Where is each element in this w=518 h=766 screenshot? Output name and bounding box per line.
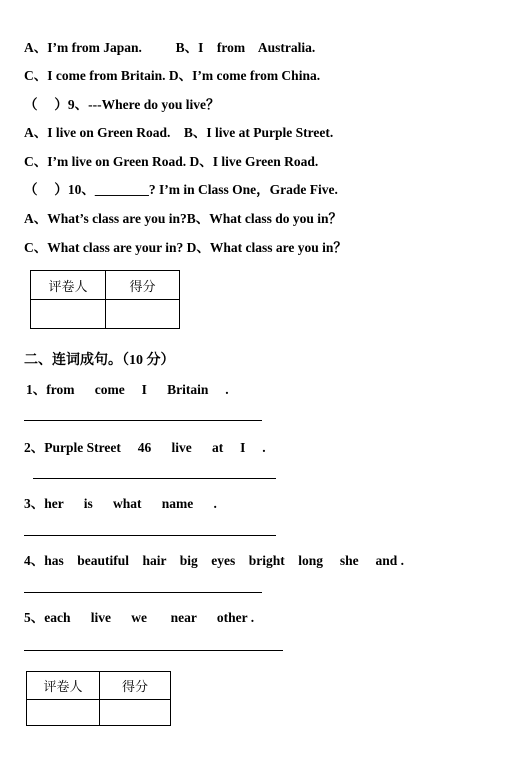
sentence-item-2: 2、Purple Street 46 live at I .	[24, 440, 266, 455]
score-label: 得分	[106, 271, 180, 300]
q10-option-cd: C、What class are your in? D、What class are you in？	[24, 240, 347, 255]
q10-option-ab: A、What’s class are you in?B、What class do you in？	[24, 211, 343, 226]
score-box-1	[30, 270, 180, 329]
score-cell[interactable]	[100, 700, 171, 726]
answer-line-3[interactable]	[24, 535, 276, 536]
answer-line-1[interactable]	[24, 420, 262, 421]
grader-label: 评卷人	[31, 271, 106, 300]
answer-line-5[interactable]	[24, 650, 283, 651]
answer-line-2[interactable]	[33, 478, 276, 479]
q9-stem: （ ）9、---Where do you live？	[24, 97, 220, 112]
grader-label: 评卷人	[27, 672, 100, 700]
q8-option-cd: C、I come from Britain. D、I’m come from China.	[24, 68, 321, 83]
score-label: 得分	[100, 672, 171, 700]
q9-option-ab: A、I live on Green Road. B、I live at Purple Street.	[24, 125, 334, 140]
grader-cell[interactable]	[27, 700, 100, 726]
score-box-2	[26, 671, 171, 726]
q10-stem: （ ）10、________? I’m in Class One，Grade Five.	[24, 182, 338, 197]
grader-cell[interactable]	[31, 300, 106, 329]
answer-line-4[interactable]	[24, 592, 262, 593]
sentence-item-3: 3、her is what name .	[24, 496, 217, 511]
score-cell[interactable]	[106, 300, 180, 329]
q8-option-ab: A、I’m from Japan. B、I from Australia.	[24, 40, 316, 55]
sentence-item-5: 5、each live we near other .	[24, 610, 255, 625]
sentence-item-1: 1、from come I Britain .	[26, 382, 229, 397]
sentence-item-4: 4、has beautiful hair big eyes bright long she and .	[24, 553, 405, 568]
section2-title: 二、连词成句。（10 分）	[24, 353, 175, 368]
q9-option-cd: C、I’m live on Green Road. D、I live Green Road.	[24, 154, 319, 169]
